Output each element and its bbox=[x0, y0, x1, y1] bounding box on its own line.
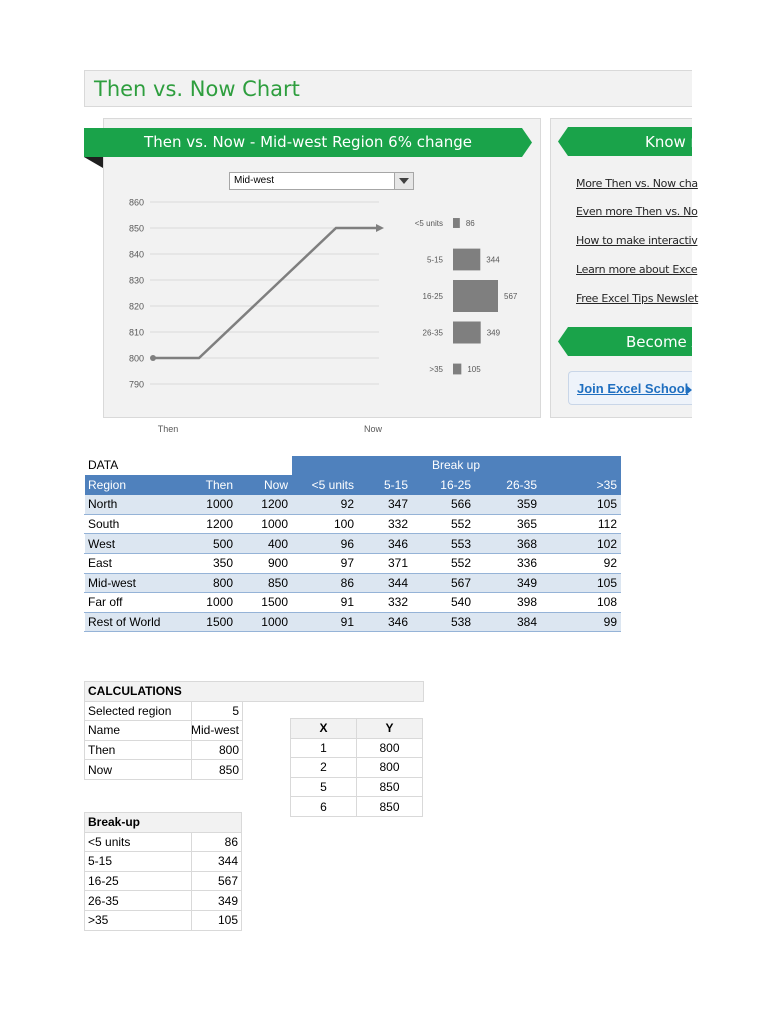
data-label: DATA bbox=[88, 458, 119, 473]
title-bar bbox=[84, 70, 692, 107]
xy-table bbox=[290, 718, 423, 817]
cell[interactable]: 1000 bbox=[191, 593, 237, 613]
cell[interactable]: 99 bbox=[541, 612, 621, 632]
cell[interactable]: 850 bbox=[357, 777, 423, 797]
cell[interactable]: 112 bbox=[541, 514, 621, 534]
table-row bbox=[85, 612, 621, 632]
cell[interactable]: 398 bbox=[475, 593, 541, 613]
join-excel-school-link[interactable]: Join Excel School bbox=[577, 381, 689, 396]
cell[interactable]: 566 bbox=[412, 495, 475, 515]
y-tick-label: 840 bbox=[128, 249, 144, 260]
cell[interactable]: 900 bbox=[237, 553, 292, 573]
data-table bbox=[84, 455, 621, 632]
start-marker bbox=[150, 355, 156, 361]
table-row bbox=[85, 593, 621, 613]
cell[interactable]: 344 bbox=[358, 573, 412, 593]
cell[interactable]: 800 bbox=[357, 738, 423, 758]
category-label: 16-25 bbox=[422, 292, 443, 301]
region-dropdown[interactable] bbox=[229, 172, 414, 190]
cell[interactable]: 86 bbox=[292, 573, 358, 593]
col-header: Then bbox=[191, 475, 237, 495]
category-label: 26-35 bbox=[422, 328, 443, 338]
cell[interactable]: 336 bbox=[475, 553, 541, 573]
cell[interactable]: 350 bbox=[191, 553, 237, 573]
y-tick-label: 800 bbox=[128, 353, 144, 364]
link-even-more-then-vs-now[interactable]: Even more Then vs. No bbox=[576, 205, 698, 218]
table-row bbox=[85, 910, 242, 930]
cell[interactable]: 102 bbox=[541, 534, 621, 554]
cell[interactable]: 92 bbox=[541, 553, 621, 573]
col-header: >35 bbox=[541, 475, 621, 495]
cell[interactable]: 2 bbox=[291, 758, 357, 778]
data-label: 86 bbox=[465, 219, 475, 228]
cell[interactable]: Far off bbox=[85, 593, 191, 613]
cell[interactable]: East bbox=[85, 553, 191, 573]
link-how-to-make-interactive[interactable]: How to make interactiv bbox=[576, 234, 698, 247]
table-row bbox=[85, 514, 621, 534]
cell[interactable]: 349 bbox=[475, 573, 541, 593]
col-header: Region bbox=[85, 475, 191, 495]
cell[interactable]: 800 bbox=[192, 740, 243, 760]
cell[interactable]: 91 bbox=[292, 593, 358, 613]
chart-banner-title: Then vs. Now - Mid-west Region 6% change bbox=[144, 133, 472, 151]
cell[interactable]: 371 bbox=[358, 553, 412, 573]
x-tick-label: Then bbox=[157, 424, 179, 434]
cell[interactable]: 100 bbox=[292, 514, 358, 534]
data-label: 567 bbox=[504, 292, 518, 301]
cell[interactable]: <5 units bbox=[85, 832, 192, 852]
table-row bbox=[85, 852, 242, 872]
cell[interactable]: 1000 bbox=[237, 514, 292, 534]
category-label: >35 bbox=[429, 365, 443, 374]
bar bbox=[453, 321, 481, 343]
table-row bbox=[291, 758, 423, 778]
cell[interactable]: 850 bbox=[192, 760, 243, 780]
region-dropdown-value: Mid-west bbox=[234, 175, 275, 186]
y-tick-label: 830 bbox=[128, 275, 144, 286]
cell[interactable]: 105 bbox=[541, 495, 621, 515]
cell[interactable]: 26-35 bbox=[85, 891, 192, 911]
cell[interactable]: 552 bbox=[412, 553, 475, 573]
cell[interactable]: 1500 bbox=[237, 593, 292, 613]
breakup-header: Break up bbox=[292, 456, 621, 476]
col-header: 16-25 bbox=[412, 475, 475, 495]
side-banner-become: Become A bbox=[626, 333, 702, 351]
calculations-label: CALCULATIONS bbox=[85, 682, 424, 702]
cell[interactable]: 552 bbox=[412, 514, 475, 534]
cell[interactable]: 500 bbox=[191, 534, 237, 554]
cell[interactable]: 359 bbox=[475, 495, 541, 515]
data-label: 349 bbox=[486, 328, 501, 338]
cell[interactable]: 86 bbox=[192, 832, 242, 852]
cell[interactable]: 540 bbox=[412, 593, 475, 613]
cell[interactable]: 850 bbox=[237, 573, 292, 593]
bar bbox=[453, 249, 480, 271]
cell[interactable]: 6 bbox=[291, 797, 357, 817]
cell[interactable]: 850 bbox=[357, 797, 423, 817]
table-row bbox=[85, 871, 242, 891]
y-tick-label: 860 bbox=[128, 197, 144, 208]
join-excel-school-box[interactable] bbox=[568, 371, 692, 405]
y-tick-label: 850 bbox=[128, 223, 144, 234]
col-header: 5-15 bbox=[358, 475, 412, 495]
cell[interactable]: Rest of World bbox=[85, 612, 191, 632]
cell[interactable]: 349 bbox=[192, 891, 242, 911]
cell[interactable]: 91 bbox=[292, 612, 358, 632]
table-row bbox=[85, 534, 621, 554]
cell[interactable]: Then bbox=[85, 740, 192, 760]
cell[interactable]: 105 bbox=[541, 573, 621, 593]
cell[interactable]: 346 bbox=[358, 612, 412, 632]
cell[interactable]: 105 bbox=[192, 910, 242, 930]
cell[interactable]: >35 bbox=[85, 910, 192, 930]
cell[interactable]: North bbox=[85, 495, 191, 515]
cell[interactable]: 344 bbox=[192, 852, 242, 872]
cell[interactable]: 368 bbox=[475, 534, 541, 554]
cell[interactable]: 800 bbox=[357, 758, 423, 778]
cell[interactable]: West bbox=[85, 534, 191, 554]
cell[interactable]: Mid-west bbox=[85, 573, 191, 593]
col-header: 26-35 bbox=[475, 475, 541, 495]
col-header: X bbox=[291, 719, 357, 739]
cell[interactable]: 800 bbox=[191, 573, 237, 593]
cell[interactable]: 553 bbox=[412, 534, 475, 554]
arrow-right-icon bbox=[686, 385, 692, 395]
col-header: Y bbox=[357, 719, 423, 739]
cell[interactable]: 5 bbox=[192, 701, 243, 721]
cell[interactable]: 16-25 bbox=[85, 871, 192, 891]
cell[interactable]: 1200 bbox=[237, 495, 292, 515]
link-learn-more-excel[interactable]: Learn more about Exce bbox=[576, 263, 698, 276]
chart-banner bbox=[84, 128, 532, 157]
cell[interactable]: 567 bbox=[412, 573, 475, 593]
table-header-row bbox=[85, 475, 621, 495]
cell[interactable]: 400 bbox=[237, 534, 292, 554]
page-title: Then vs. Now Chart bbox=[94, 77, 300, 101]
arrow-head-icon bbox=[376, 224, 384, 232]
cell[interactable]: 1500 bbox=[191, 612, 237, 632]
cell[interactable]: 97 bbox=[292, 553, 358, 573]
table-row bbox=[85, 495, 621, 515]
cell[interactable]: 5 bbox=[291, 777, 357, 797]
x-tick-label: Now bbox=[363, 424, 383, 434]
then-now-line-chart bbox=[103, 190, 403, 440]
bar bbox=[453, 280, 498, 312]
cell[interactable]: 365 bbox=[475, 514, 541, 534]
breakup-table bbox=[84, 812, 242, 931]
cell[interactable]: Name bbox=[85, 721, 192, 741]
cell[interactable]: 567 bbox=[192, 871, 242, 891]
chevron-down-icon[interactable] bbox=[394, 173, 413, 189]
category-label: 5-15 bbox=[426, 255, 443, 265]
cell[interactable]: 332 bbox=[358, 514, 412, 534]
breakup-label: Break-up bbox=[85, 813, 242, 833]
cell[interactable]: 332 bbox=[358, 593, 412, 613]
cell[interactable]: 1 bbox=[291, 738, 357, 758]
col-header: Now bbox=[237, 475, 292, 495]
cell[interactable]: 92 bbox=[292, 495, 358, 515]
link-free-excel-tips[interactable]: Free Excel Tips Newslet bbox=[576, 292, 699, 305]
data-label: 105 bbox=[467, 365, 481, 374]
cell[interactable]: 384 bbox=[475, 612, 541, 632]
col-header: <5 units bbox=[292, 475, 358, 495]
cell[interactable]: 1000 bbox=[191, 495, 237, 515]
cell[interactable]: 96 bbox=[292, 534, 358, 554]
cell[interactable]: South bbox=[85, 514, 191, 534]
side-banner-know-more: Know m bbox=[645, 133, 706, 151]
cell[interactable]: 1000 bbox=[237, 612, 292, 632]
cell[interactable]: Mid-west bbox=[192, 721, 243, 741]
cell[interactable]: 5-15 bbox=[85, 852, 192, 872]
table-row bbox=[291, 738, 423, 758]
cell[interactable]: 346 bbox=[358, 534, 412, 554]
table-row bbox=[85, 553, 621, 573]
table-row bbox=[291, 797, 423, 817]
bar bbox=[453, 218, 460, 228]
cell[interactable]: 347 bbox=[358, 495, 412, 515]
bar bbox=[453, 364, 461, 375]
cell[interactable]: Selected region bbox=[85, 701, 192, 721]
cell[interactable]: 1200 bbox=[191, 514, 237, 534]
table-row bbox=[291, 777, 423, 797]
data-label: 344 bbox=[486, 255, 500, 265]
breakup-bar-chart bbox=[400, 200, 540, 395]
y-tick-label: 810 bbox=[128, 327, 144, 338]
cell[interactable]: 108 bbox=[541, 593, 621, 613]
y-tick-label: 790 bbox=[128, 379, 144, 390]
table-row bbox=[85, 832, 242, 852]
cell[interactable]: Now bbox=[85, 760, 192, 780]
cell[interactable]: 538 bbox=[412, 612, 475, 632]
category-label: <5 units bbox=[414, 219, 443, 228]
series-line bbox=[153, 228, 376, 358]
y-tick-label: 820 bbox=[128, 301, 144, 312]
link-more-then-vs-now[interactable]: More Then vs. Now cha bbox=[576, 177, 698, 190]
table-row bbox=[85, 573, 621, 593]
table-row bbox=[85, 891, 242, 911]
